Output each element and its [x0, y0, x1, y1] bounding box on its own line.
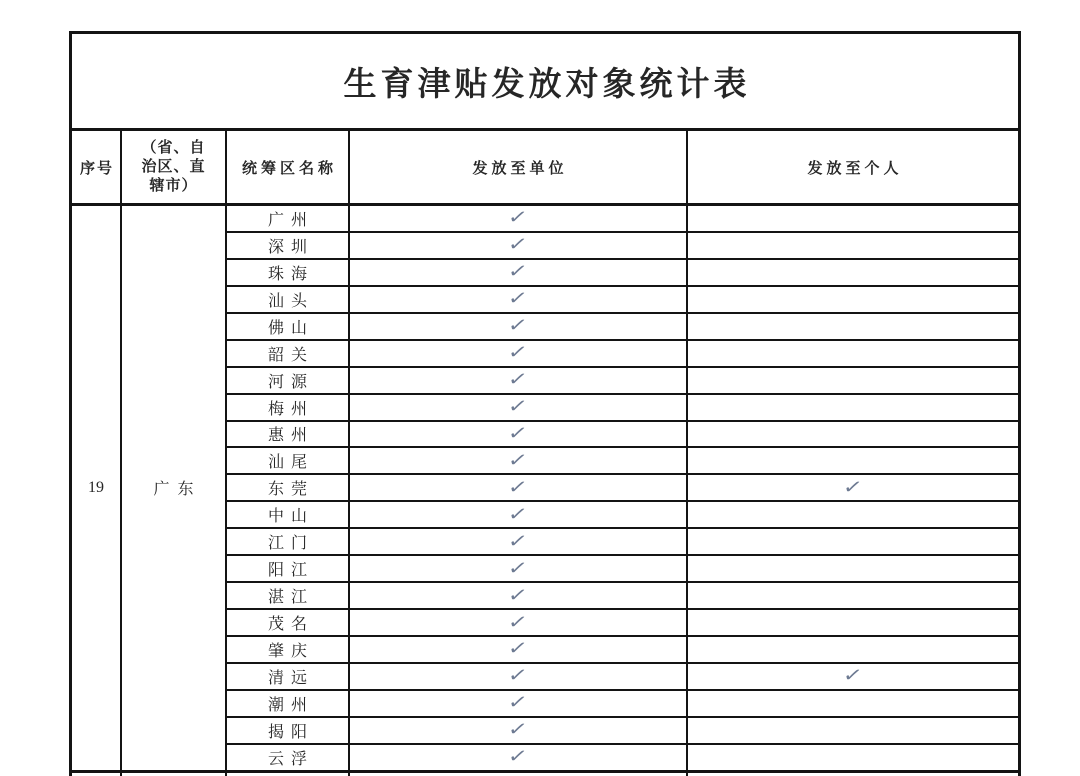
table-title-text: 生育津贴发放对象统计表: [343, 66, 751, 103]
region-cell: 珠海: [227, 260, 348, 285]
header-to-individual: 发放至个人: [688, 131, 1018, 203]
group-index-cell: 19: [72, 206, 120, 770]
to-individual-cell: [688, 664, 1018, 689]
to-individual-cell: [688, 691, 1018, 716]
to-unit-cell: [350, 475, 686, 500]
to-unit-cell: [350, 583, 686, 608]
region-cell: 阳江: [227, 556, 348, 581]
region-cell: 中山: [227, 502, 348, 527]
to-individual-cell: [688, 233, 1018, 258]
region-cell: 汕头: [227, 287, 348, 312]
region-cell: 茂名: [227, 610, 348, 635]
to-individual-cell: [688, 556, 1018, 581]
check-icon: ✓: [506, 207, 530, 229]
region-cell: 肇庆: [227, 637, 348, 662]
header-index: 序号: [72, 131, 120, 203]
check-icon: ✓: [506, 476, 530, 498]
to-unit-cell: [350, 206, 686, 231]
to-individual-cell: [688, 529, 1018, 554]
group-province-cell: 广东: [122, 206, 225, 770]
to-unit-cell: [350, 637, 686, 662]
to-individual-cell: [688, 422, 1018, 447]
to-unit-cell: [350, 287, 686, 312]
to-unit-cell: [350, 745, 686, 770]
check-icon: ✓: [506, 369, 530, 391]
check-icon: ✓: [506, 315, 530, 337]
to-unit-cell: [350, 368, 686, 393]
region-cell: 潮州: [227, 691, 348, 716]
to-unit-cell: [350, 556, 686, 581]
region-cell: 韶关: [227, 341, 348, 366]
to-individual-cell: [688, 368, 1018, 393]
region-cell: 云浮: [227, 745, 348, 770]
next-row-sliver: [72, 770, 1018, 776]
to-individual-cell: [688, 718, 1018, 743]
to-individual-cell: [688, 745, 1018, 770]
to-individual-cell: [688, 287, 1018, 312]
check-icon: ✓: [506, 665, 530, 687]
table-header-row: [72, 131, 1018, 206]
region-cell: 汕尾: [227, 448, 348, 473]
to-unit-cell: [350, 422, 686, 447]
region-cell: 深圳: [227, 233, 348, 258]
statistics-table: [69, 31, 1021, 776]
to-unit-cell: [350, 529, 686, 554]
region-cell: 东莞: [227, 475, 348, 500]
to-individual-cell: [688, 206, 1018, 231]
check-icon: ✓: [506, 422, 530, 444]
to-unit-cell: [350, 260, 686, 285]
check-icon: ✓: [841, 665, 865, 687]
check-icon: ✓: [506, 288, 530, 310]
check-icon: ✓: [506, 719, 530, 741]
region-cell: 广州: [227, 206, 348, 231]
region-cell: 清远: [227, 664, 348, 689]
to-unit-cell: [350, 502, 686, 527]
to-unit-cell: [350, 718, 686, 743]
table-title: [72, 34, 1018, 131]
check-icon: ✓: [506, 611, 530, 633]
to-unit-cell: [350, 233, 686, 258]
to-unit-cell: [350, 395, 686, 420]
region-cell: 河源: [227, 368, 348, 393]
region-cell: 惠州: [227, 422, 348, 447]
check-icon: ✓: [506, 746, 530, 768]
check-icon: ✓: [506, 396, 530, 418]
to-individual-cell: [688, 448, 1018, 473]
to-individual-cell: [688, 610, 1018, 635]
header-region: 统筹区名称: [227, 131, 348, 203]
region-cell: 江门: [227, 529, 348, 554]
check-icon: ✓: [506, 584, 530, 606]
to-unit-cell: [350, 341, 686, 366]
to-unit-cell: [350, 314, 686, 339]
region-cell: 湛江: [227, 583, 348, 608]
header-province: （省、自治区、直辖市）: [122, 131, 225, 203]
to-individual-cell: [688, 314, 1018, 339]
to-unit-cell: [350, 691, 686, 716]
check-icon: ✓: [506, 449, 530, 471]
table-body: [72, 206, 1018, 770]
check-icon: ✓: [506, 261, 530, 283]
check-icon: ✓: [506, 503, 530, 525]
region-cell: 揭阳: [227, 718, 348, 743]
region-cell: 梅州: [227, 395, 348, 420]
to-individual-cell: [688, 341, 1018, 366]
to-unit-cell: [350, 448, 686, 473]
check-icon: ✓: [506, 342, 530, 364]
region-cell: 佛山: [227, 314, 348, 339]
check-icon: ✓: [506, 692, 530, 714]
to-unit-cell: [350, 610, 686, 635]
to-individual-cell: [688, 475, 1018, 500]
to-individual-cell: [688, 502, 1018, 527]
check-icon: ✓: [506, 234, 530, 256]
to-individual-cell: [688, 583, 1018, 608]
to-individual-cell: [688, 637, 1018, 662]
header-to-unit: 发放至单位: [350, 131, 686, 203]
to-individual-cell: [688, 395, 1018, 420]
to-unit-cell: [350, 664, 686, 689]
check-icon: ✓: [841, 476, 865, 498]
check-icon: ✓: [506, 557, 530, 579]
check-icon: ✓: [506, 530, 530, 552]
to-individual-cell: [688, 260, 1018, 285]
check-icon: ✓: [506, 638, 530, 660]
